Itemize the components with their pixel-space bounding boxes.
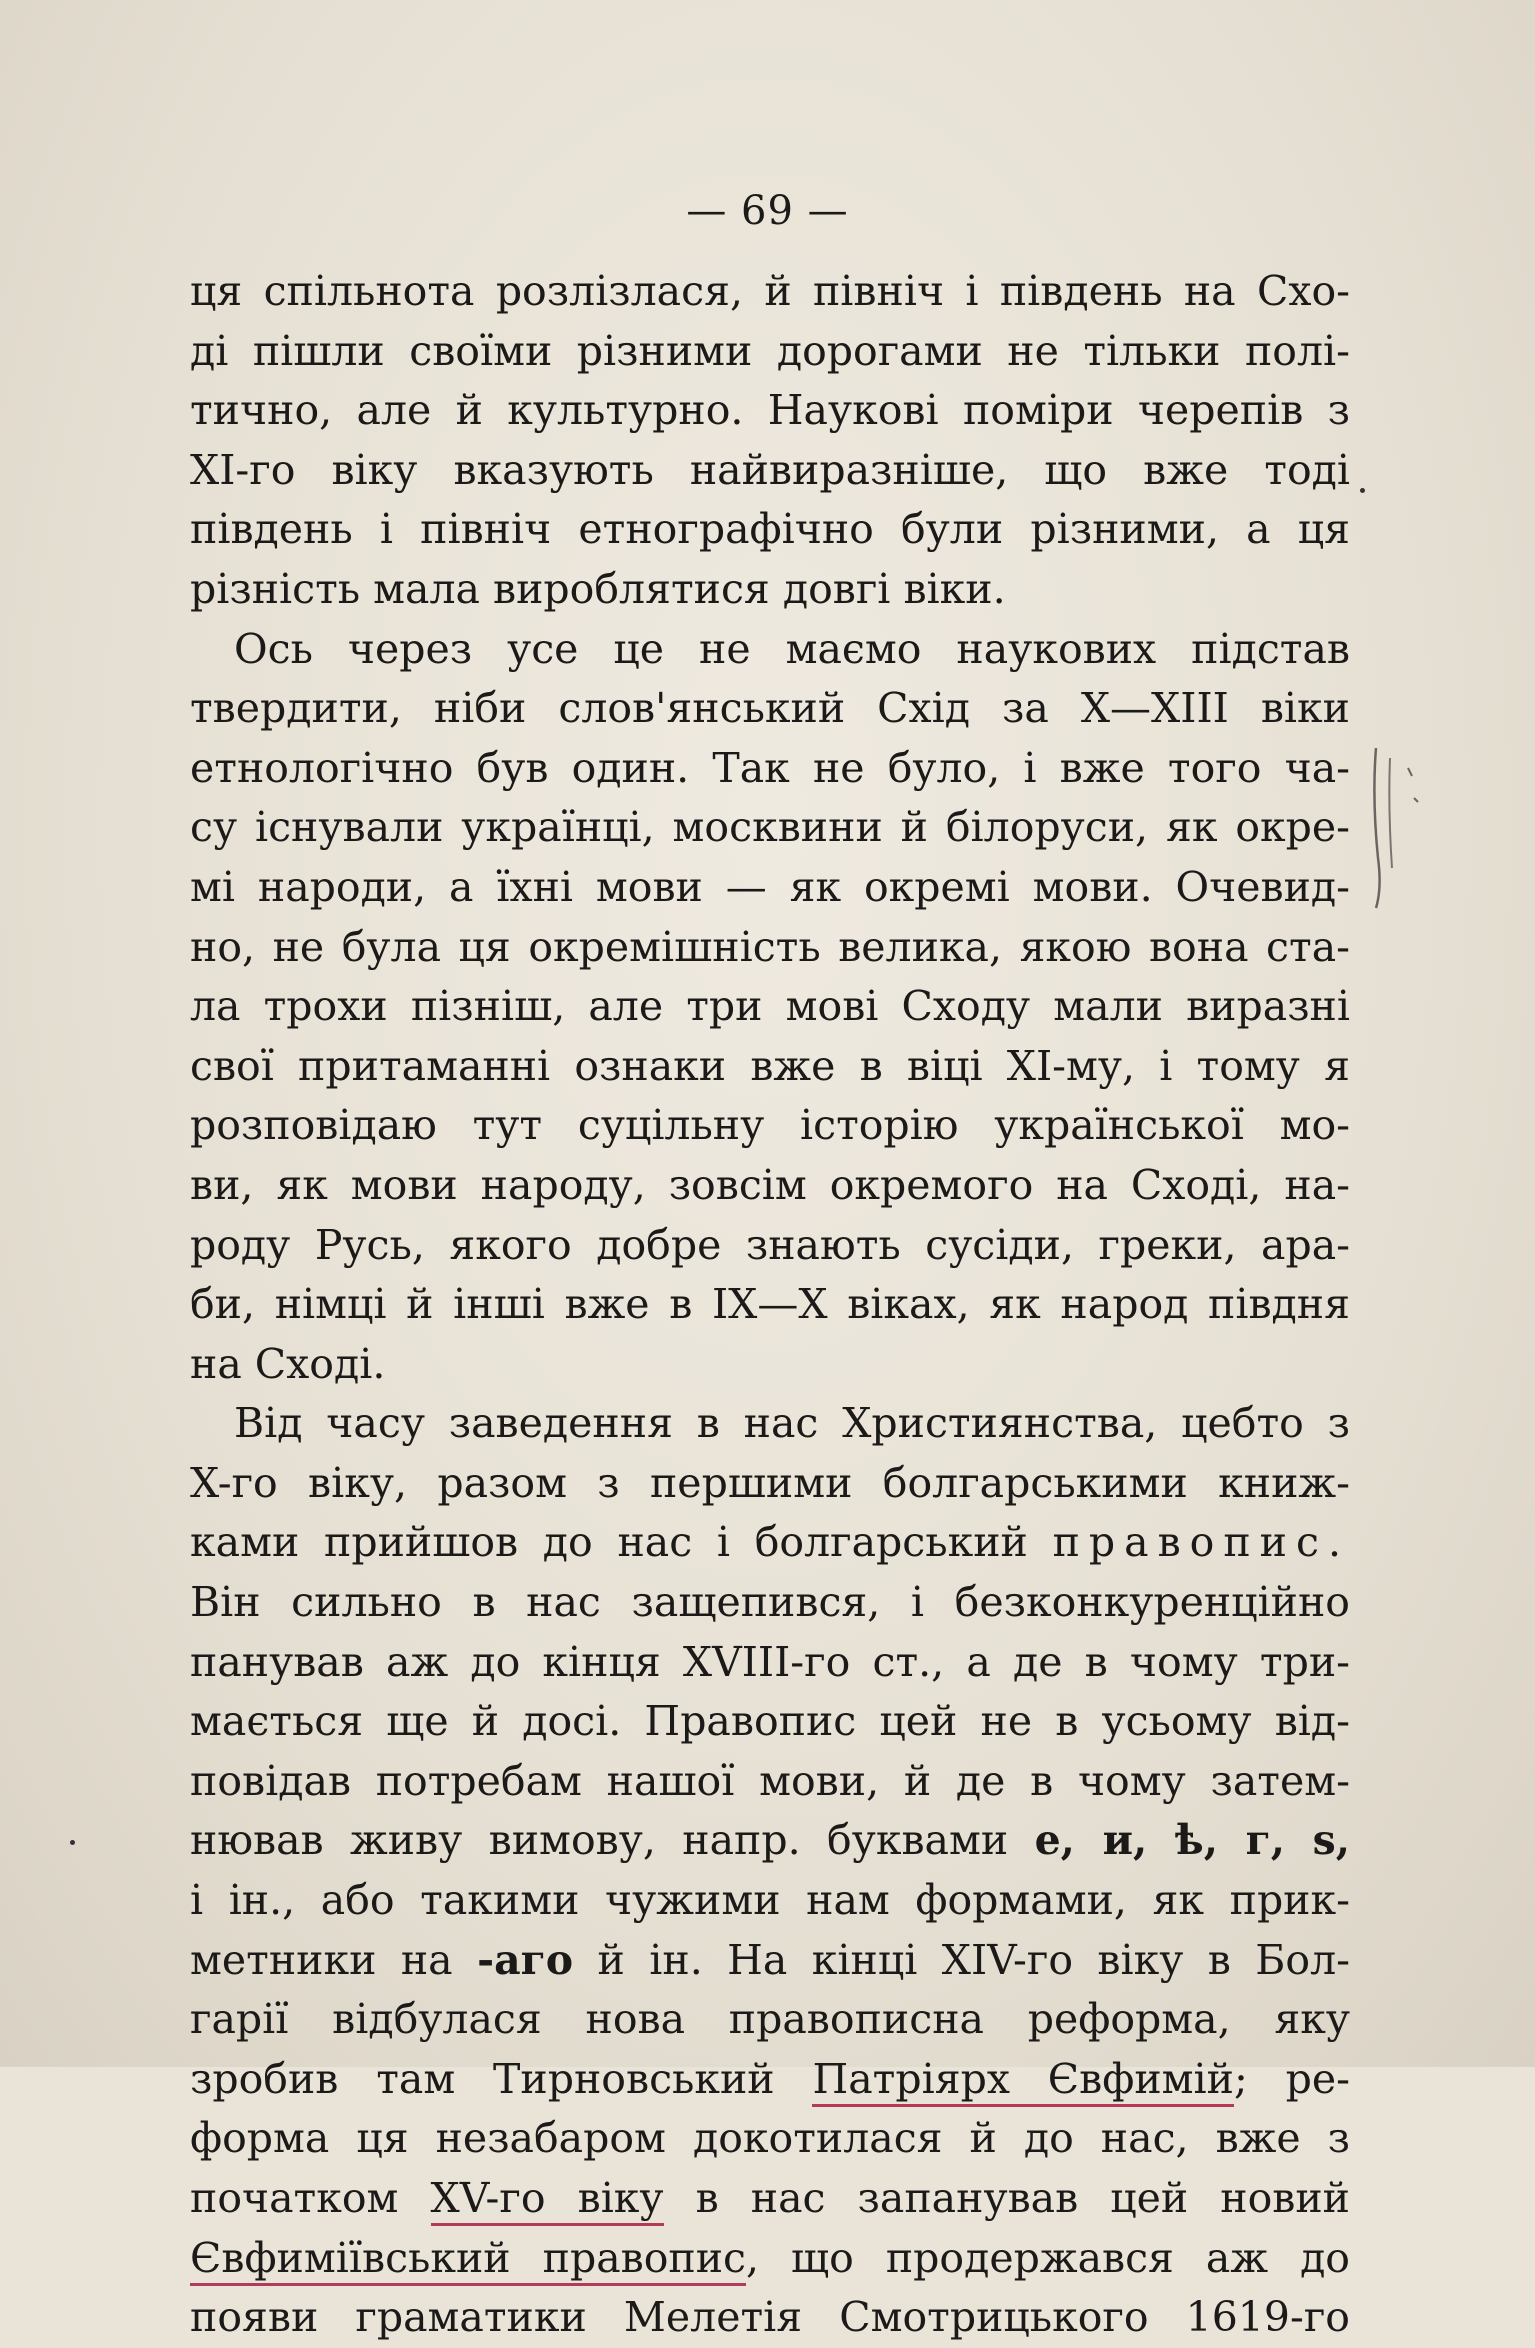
text-line: свої притаманні ознаки вже в віці XI-му, і тому я bbox=[190, 1041, 1350, 1090]
text-line: но, не була ця окремішність велика, якою вона ста- bbox=[190, 922, 1350, 971]
underlined-phrase: XV-го віку bbox=[431, 2174, 664, 2226]
underlined-phrase: Євфиміївський правопис bbox=[190, 2234, 746, 2286]
text-line: південь і північ етнографічно були різними, а ця bbox=[190, 505, 1350, 554]
text-line: етнологічно був один. Так не було, і вже того ча- bbox=[190, 743, 1350, 792]
text-line: і ін., або такими чужими нам формами, як прик- bbox=[190, 1876, 1350, 1925]
text-line: розповідаю тут суцільну історію української мо- bbox=[190, 1101, 1350, 1150]
stray-mark bbox=[1360, 488, 1365, 493]
bold-suffix: -аго bbox=[477, 1935, 574, 1984]
text-line: появи граматики Мелетія Смотрицького 1619-го bbox=[190, 2293, 1350, 2342]
text-line: ла трохи пізніш, але три мові Сходу мали виразні bbox=[190, 982, 1350, 1031]
paragraph-3 bbox=[190, 1394, 1350, 2348]
text-line: су існували українці, москвини й білоруси, як окре- bbox=[190, 803, 1350, 852]
underlined-phrase: Патріярх Євфимій bbox=[812, 2055, 1234, 2107]
text-line: ви, як мови народу, зовсім окремого на Сході, на- bbox=[190, 1160, 1350, 1209]
text-line: XI-го віку вказують найвиразніше, що вже тоді bbox=[190, 445, 1350, 494]
text-line: форма ця незабаром докотилася й до нас, вже з bbox=[190, 2114, 1350, 2163]
spaced-term-pravopys: правопис. bbox=[1052, 1518, 1350, 1567]
text-segment: й ін. На кінці XIV-го віку в Бол- bbox=[573, 1935, 1351, 1984]
text-line: Він сильно в нас защепився, і безконкуренційно bbox=[190, 1578, 1350, 1627]
text-segment: ками прийшов до нас і болгарський bbox=[190, 1518, 1053, 1567]
text-line: на Сході. bbox=[190, 1339, 386, 1388]
text-segment: початком bbox=[190, 2174, 431, 2222]
text-line: тично, але й культурно. Наукові поміри черепів з bbox=[190, 386, 1350, 435]
text-line: ді пішли своїми різними дорогами не тільки полі- bbox=[190, 326, 1350, 375]
text-line: X-го віку, разом з першими болгарськими книж- bbox=[190, 1458, 1350, 1507]
text-line bbox=[190, 2169, 1350, 2229]
text-line: повідав потребам нашої мови, й де в чому затем- bbox=[190, 1756, 1350, 1805]
text-segment: зробив там Тирновський bbox=[190, 2054, 813, 2103]
text-segment: метники на bbox=[190, 1935, 478, 1984]
text-line: роду Русь, якого добре знають сусіди, греки, ара- bbox=[190, 1220, 1350, 1269]
text-line: Від часу заведення в нас Християнства, цебто з bbox=[234, 1399, 1350, 1448]
text-line bbox=[190, 2050, 1350, 2110]
text-segment: нював живу вимову, напр. буквами bbox=[190, 1816, 1035, 1865]
text-line: мається ще й досі. Правопис цей не в усьому від- bbox=[190, 1697, 1350, 1746]
text-line bbox=[190, 1811, 1350, 1871]
text-segment: ; ре- bbox=[1233, 2054, 1350, 2103]
page-number: — 69 — bbox=[686, 188, 849, 234]
body-text bbox=[190, 262, 1350, 2348]
text-line: ця спільнота розлізлася, й північ і південь на Схо- bbox=[190, 267, 1350, 315]
text-segment: , що продержався аж до bbox=[746, 2233, 1350, 2282]
paragraph-2 bbox=[190, 620, 1350, 1395]
bold-letters: е, и, ѣ, г, ѕ, bbox=[1034, 1816, 1350, 1865]
text-line: панував аж до кінця XVIII-го ст., а де в чому три- bbox=[190, 1637, 1350, 1686]
text-line: різність мала вироблятися довгі віки. bbox=[190, 564, 1006, 613]
text-line: би, німці й інші вже в IX—X віках, як народ півдня bbox=[190, 1280, 1350, 1329]
text-line: твердити, ніби слов'янський Схід за X—XIII віки bbox=[190, 684, 1350, 733]
text-line: Ось через усе це не маємо наукових підстав bbox=[234, 624, 1350, 673]
text-line bbox=[190, 1931, 1350, 1991]
paragraph-1 bbox=[190, 262, 1350, 620]
text-line: гарії відбулася нова правописна реформа, яку bbox=[190, 1995, 1350, 2044]
text-line bbox=[190, 1513, 1350, 1573]
text-segment: в нас запанував цей новий bbox=[663, 2174, 1350, 2222]
text-line bbox=[190, 2229, 1350, 2289]
stray-mark bbox=[70, 1840, 75, 1845]
pencil-margin-mark-icon bbox=[1368, 738, 1428, 918]
text-line: мі народи, а їхні мови — як окремі мови. Очевид- bbox=[190, 862, 1350, 911]
